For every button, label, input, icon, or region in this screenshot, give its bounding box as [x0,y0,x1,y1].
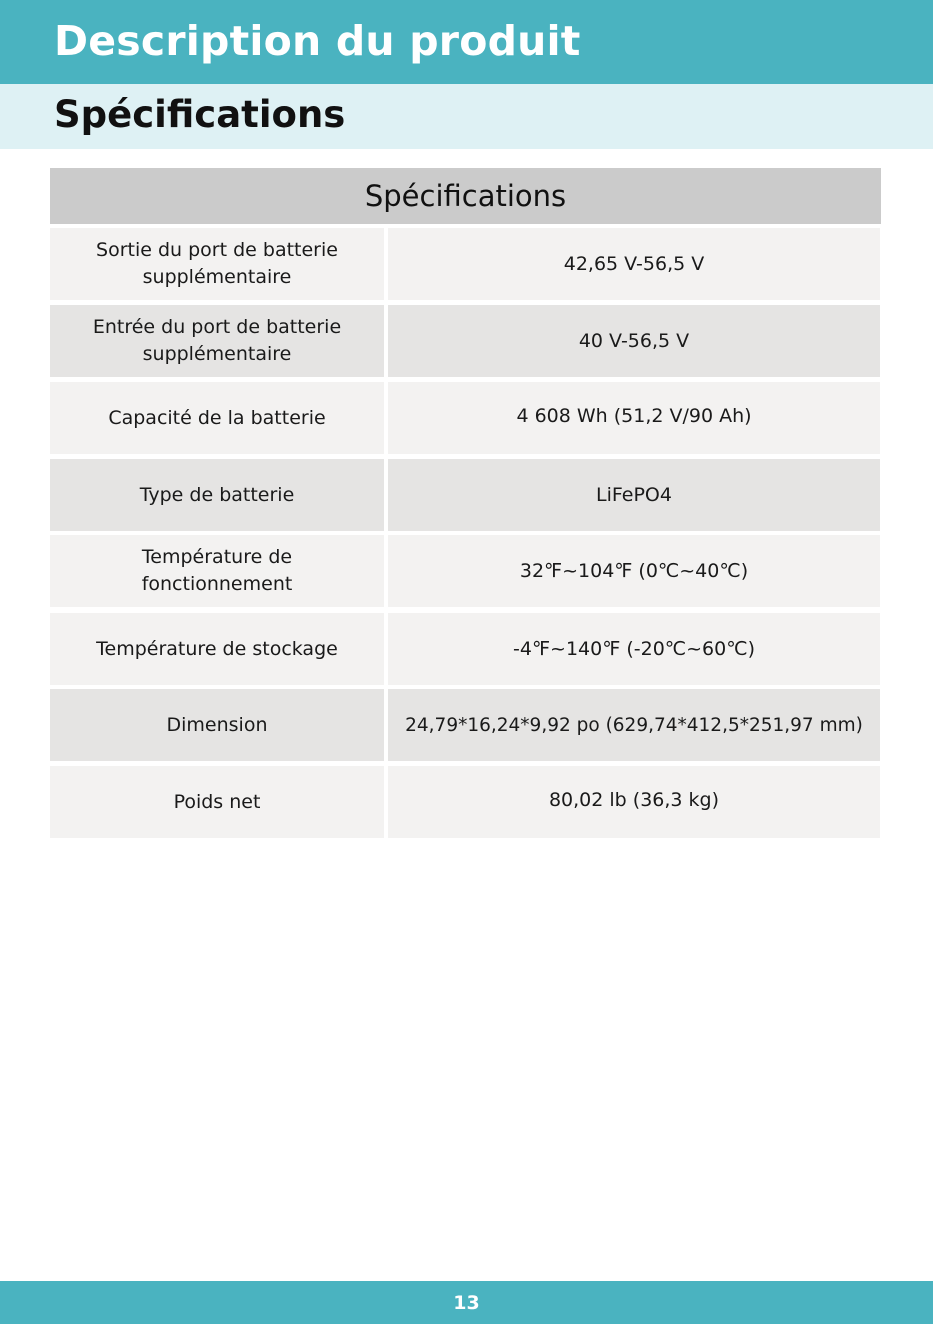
spec-value: -4℉~140℉ (-20℃~60℃) [388,613,880,685]
spec-label-cell [50,766,384,838]
spec-label-cell [50,305,384,377]
spec-label-cell [50,459,384,531]
spec-label: Dimension [166,713,268,736]
table-row [50,613,880,685]
spec-label-cell [50,535,384,607]
table-row [50,535,880,607]
spec-value: 80,02 lb (36,3 kg) [388,766,880,838]
spec-label-cell [50,613,384,685]
spec-value: LiFePO4 [388,459,880,531]
table-row [50,228,880,300]
spec-value: 32℉~104℉ (0℃~40℃) [388,535,880,607]
spec-label-cell [50,228,384,300]
spec-label: Température de fonctionnement [141,546,293,595]
spec-label: Poids net [173,790,261,813]
table-row [50,766,880,838]
spec-label: Type de batterie [139,483,295,506]
table-row [50,459,880,531]
spec-label: Température de stockage [96,637,338,660]
page-title: Description du produit [54,17,581,65]
section-title: Spécifications [54,93,346,136]
spec-value: 40 V-56,5 V [388,305,880,377]
table-row [50,305,880,377]
footer-bar [0,1281,933,1324]
table-row [50,382,880,454]
spec-value: 4 608 Wh (51,2 V/90 Ah) [388,382,880,454]
spec-label-cell [50,382,384,454]
spec-label: Entrée du port de batterie supplémentaire [92,316,342,365]
spec-label-cell [50,689,384,761]
spec-label: Sortie du port de batterie supplémentaire [96,239,338,288]
table-heading: Spécifications [50,168,881,224]
spec-value: 24,79*16,24*9,92 po (629,74*412,5*251,97 mm) [388,689,880,761]
spec-label: Capacité de la batterie [108,406,326,429]
spec-value: 42,65 V-56,5 V [388,228,880,300]
page-number: 13 [453,1291,480,1314]
table-row [50,689,880,761]
